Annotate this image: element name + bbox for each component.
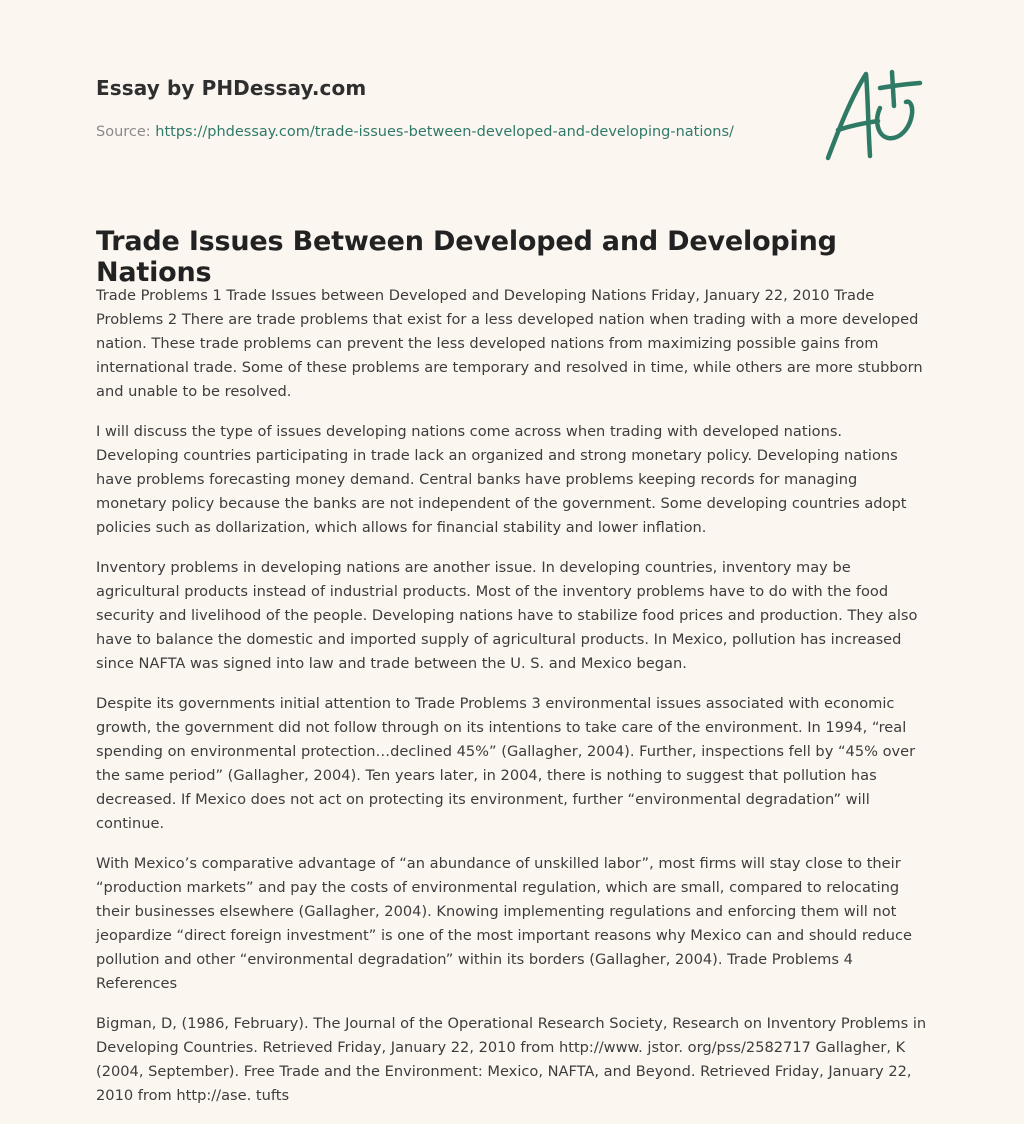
paragraph: Bigman, D, (1986, February). The Journal of the Operational Research Society, Research on Inventory Problems in Developing Countries. Retrieved Friday, January 22, 2010 from http://www. jstor. org/pss/2582717 Gallagher, K (2004, September). Free Trade and the Environment: Mexico, NAFTA, and Beyond. Retrieved Friday, January 22, 2010 from http://ase. tufts	[96, 1015, 927, 1104]
article-body	[96, 284, 928, 1124]
source-label: Source:	[96, 124, 156, 140]
article-title: Trade Issues Between Developed and Developing Nations	[96, 226, 837, 288]
paragraph: Trade Problems 1 Trade Issues between Developed and Developing Nations Friday, January 22, 2010 Trade Problems 2 There are trade problems that exist for a less developed nation when trading with a more developed nation. These trade problems can prevent the less developed nations from maximizing possible gains from international trade. Some of these problems are temporary and resolved in time, while others are more stubborn and unable to be resolved.	[96, 287, 923, 400]
source-link[interactable]: https://phdessay.com/trade-issues-between-developed-and-developing-nations/	[155, 124, 734, 140]
a-plus-logo-icon	[820, 66, 930, 166]
paragraph: Inventory problems in developing nations are another issue. In developing countries, inventory may be agricultural products instead of industrial products. Most of the inventory problems have to do with the food security and livelihood of the people. Developing nations have to stabilize food prices and production. They also have to balance the domestic and imported supply of agricultural products. In Mexico, pollution has increased since NAFTA was signed into law and trade between the U. S. and Mexico began.	[96, 559, 918, 672]
site-brand: Essay by PHDessay.com	[96, 76, 367, 100]
paragraph: With Mexico’s comparative advantage of “an abundance of unskilled labor”, most firms will stay close to their “production markets” and pay the costs of environmental regulation, which are small, compared to relocating their businesses elsewhere (Gallagher, 2004). Knowing implementing regulations and enforcing them will not jeopardize “direct foreign investment” is one of the most important reasons why Mexico can and should reduce pollution and other “environmental degradation” within its borders (Gallagher, 2004). Trade Problems 4 References	[96, 855, 912, 992]
paragraph: I will discuss the type of issues developing nations come across when trading with developed nations. Developing countries participating in trade lack an organized and strong monetary policy. Developing nations have problems forecasting money demand. Central banks have problems keeping records for managing monetary policy because the banks are not independent of the government. Some developing countries adopt policies such as dollarization, which allows for financial stability and lower inflation.	[96, 423, 907, 536]
source-line	[96, 124, 734, 140]
paragraph: Despite its governments initial attention to Trade Problems 3 environmental issues associated with economic growth, the government did not follow through on its intentions to take care of the environment. In 1994, “real spending on environmental protection…declined 45%” (Gallagher, 2004). Further, inspections fell by “45% over the same period” (Gallagher, 2004). Ten years later, in 2004, there is nothing to suggest that pollution has decreased. If Mexico does not act on protecting its environment, further “environmental degradation” will continue.	[96, 695, 916, 832]
